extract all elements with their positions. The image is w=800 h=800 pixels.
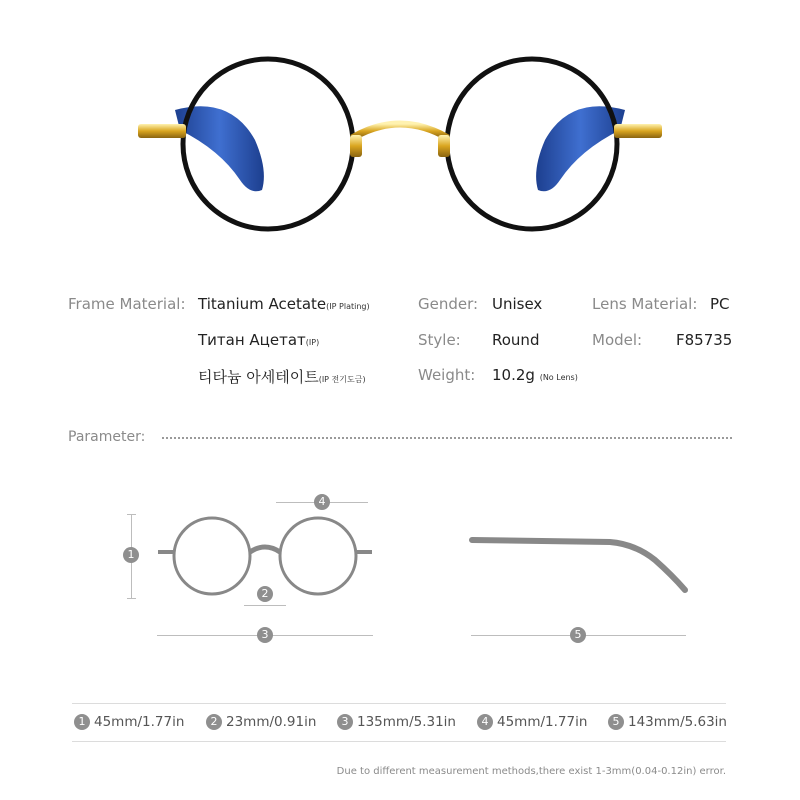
frame-material-label: Frame Material: xyxy=(68,295,186,313)
measurements-bottom-rule xyxy=(72,741,726,742)
measurement-4 xyxy=(477,712,587,732)
frame-material-ko xyxy=(198,366,366,387)
marker-2: 2 xyxy=(257,586,273,602)
side-view-diagram xyxy=(460,520,700,610)
style-label: Style: xyxy=(418,331,461,349)
lens-material-label: Lens Material: xyxy=(592,295,698,313)
measurement-4-number: 4 xyxy=(477,714,493,730)
frame-material-ko-text: 티타늄 아세테이트 xyxy=(198,368,319,386)
marker-1: 1 xyxy=(123,547,139,563)
lens-material-value: PC xyxy=(710,295,730,313)
parameter-label: Parameter: xyxy=(68,429,146,445)
glasses-product-image xyxy=(0,40,800,260)
measurement-2 xyxy=(206,712,316,732)
marker-3: 3 xyxy=(257,627,273,643)
measurement-2-number: 2 xyxy=(206,714,222,730)
frame-material-en xyxy=(198,295,370,313)
measurement-1-value: 45mm/1.77in xyxy=(94,714,185,730)
frame-material-ru-text: Титан Ацетат xyxy=(198,331,306,349)
dim-line-2 xyxy=(244,605,286,606)
frame-material-en-text: Titanium Acetate xyxy=(198,295,327,313)
measurement-3-value: 135mm/5.31in xyxy=(357,714,456,730)
measurement-1 xyxy=(74,712,184,732)
measurement-5 xyxy=(608,712,727,732)
dim-cap-1-bottom xyxy=(127,598,136,599)
parameter-dotted-line xyxy=(162,437,732,439)
marker-5: 5 xyxy=(570,627,586,643)
weight-label: Weight: xyxy=(418,366,476,384)
measurement-1-number: 1 xyxy=(74,714,90,730)
measurement-4-value: 45mm/1.77in xyxy=(497,714,588,730)
model-label: Model: xyxy=(592,331,643,349)
marker-4: 4 xyxy=(314,494,330,510)
frame-material-ko-note: (IP 전기도금) xyxy=(318,375,366,384)
measurements-top-rule xyxy=(72,703,726,704)
dim-cap-1-top xyxy=(127,514,136,515)
style-value: Round xyxy=(492,331,540,349)
measurement-3-number: 3 xyxy=(337,714,353,730)
weight-value xyxy=(492,366,578,384)
model-value: F85735 xyxy=(676,331,733,349)
weight-value-text: 10.2g xyxy=(492,366,535,384)
measurement-5-value: 143mm/5.63in xyxy=(628,714,727,730)
weight-note: (No Lens) xyxy=(539,373,578,382)
measurement-3 xyxy=(337,712,456,732)
measurement-footnote: Due to different measurement methods,there exist 1-3mm(0.04-0.12in) error. xyxy=(336,766,726,777)
frame-material-ru-note: (IP) xyxy=(305,338,320,347)
gender-label: Gender: xyxy=(418,295,479,313)
frame-material-en-note: (IP Plating) xyxy=(326,302,370,311)
measurement-5-number: 5 xyxy=(608,714,624,730)
gender-value: Unisex xyxy=(492,295,543,313)
frame-material-ru xyxy=(198,331,319,349)
measurement-2-value: 23mm/0.91in xyxy=(226,714,317,730)
